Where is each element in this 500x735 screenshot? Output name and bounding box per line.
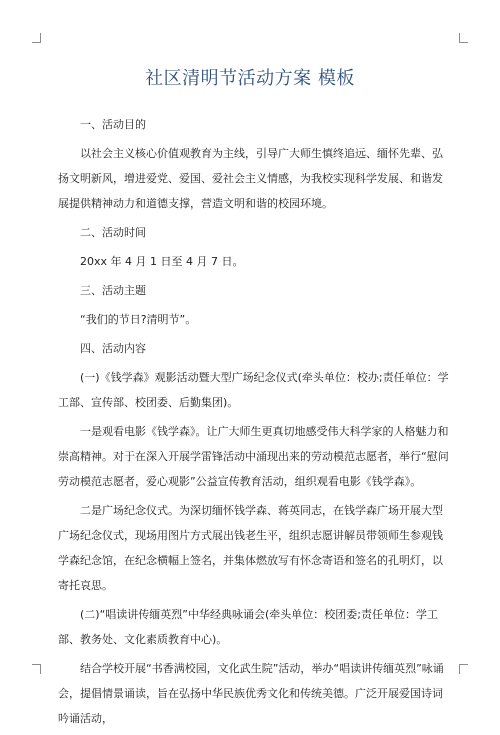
document-title: 社区清明节活动方案 模板 xyxy=(145,68,355,89)
section-heading: 四、活动内容 xyxy=(80,342,146,355)
crop-mark xyxy=(40,33,41,42)
body-paragraph: 20xx 年 4 月 1 日至 4 月 7 日。 xyxy=(80,255,244,268)
section-heading: 二、活动时间 xyxy=(80,226,146,239)
body-paragraph: 以社会主义核心价值观教育为主线，引导广大师生慎终追远、缅怀先辈、弘扬文明新风，增进爱党、爱国、爱社会主义情感，为我校实现科学发展、和谐发展提供精神动力和道德支撑，营造文明和谐的校园环境。 xyxy=(58,147,443,210)
section-heading: 一、活动目的 xyxy=(80,118,146,131)
crop-mark xyxy=(459,33,460,42)
section-heading: 三、活动主题 xyxy=(80,284,146,297)
body-paragraph: 结合学校开展“书香满校园，文化武生院”活动，举办“唱读讲传缅英烈”咏诵会，提倡情景诵读，旨在弘扬中华民族优秀文化和传统美德。广泛开展爱国诗词吟诵活动， xyxy=(58,662,444,725)
body-paragraph: 一是观看电影《钱学森》。让广大师生更真切地感受伟大科学家的人格魅力和崇高精神。对于在深入开展学雷锋活动中涌现出来的劳动模范志愿者，举行“慰问劳动模范志愿者，爱心观影”公益宣传教育活动，组织观看电影《钱学森》。 xyxy=(58,425,449,488)
crop-mark xyxy=(459,664,468,665)
document-body xyxy=(58,112,450,735)
body-paragraph: (二)“唱读讲传缅英烈”中华经典咏诵会(牵头单位：校团委;责任单位：学工部、教务处、文化素质教育中心)。 xyxy=(58,608,438,646)
crop-mark xyxy=(40,665,41,674)
crop-mark xyxy=(32,42,41,43)
body-paragraph: “我们的节日?清明节”。 xyxy=(80,313,197,326)
body-paragraph: (一)《钱学森》观影活动暨大型广场纪念仪式(牵头单位：校办;责任单位：学工部、宣传部、校团委、后勤集团)。 xyxy=(58,371,449,409)
crop-mark xyxy=(459,665,460,674)
body-paragraph: 二是广场纪念仪式。为深切缅怀钱学森、蒋英同志，在钱学森广场开展大型广场纪念仪式，现场用图片方式展出钱老生平，组织志愿讲解员带领师生参观钱学森纪念馆，在纪念横幅上签名，并集体燃放写有怀念寄语和签名的孔明灯，以寄托哀思。 xyxy=(58,504,443,592)
crop-mark xyxy=(459,42,468,43)
